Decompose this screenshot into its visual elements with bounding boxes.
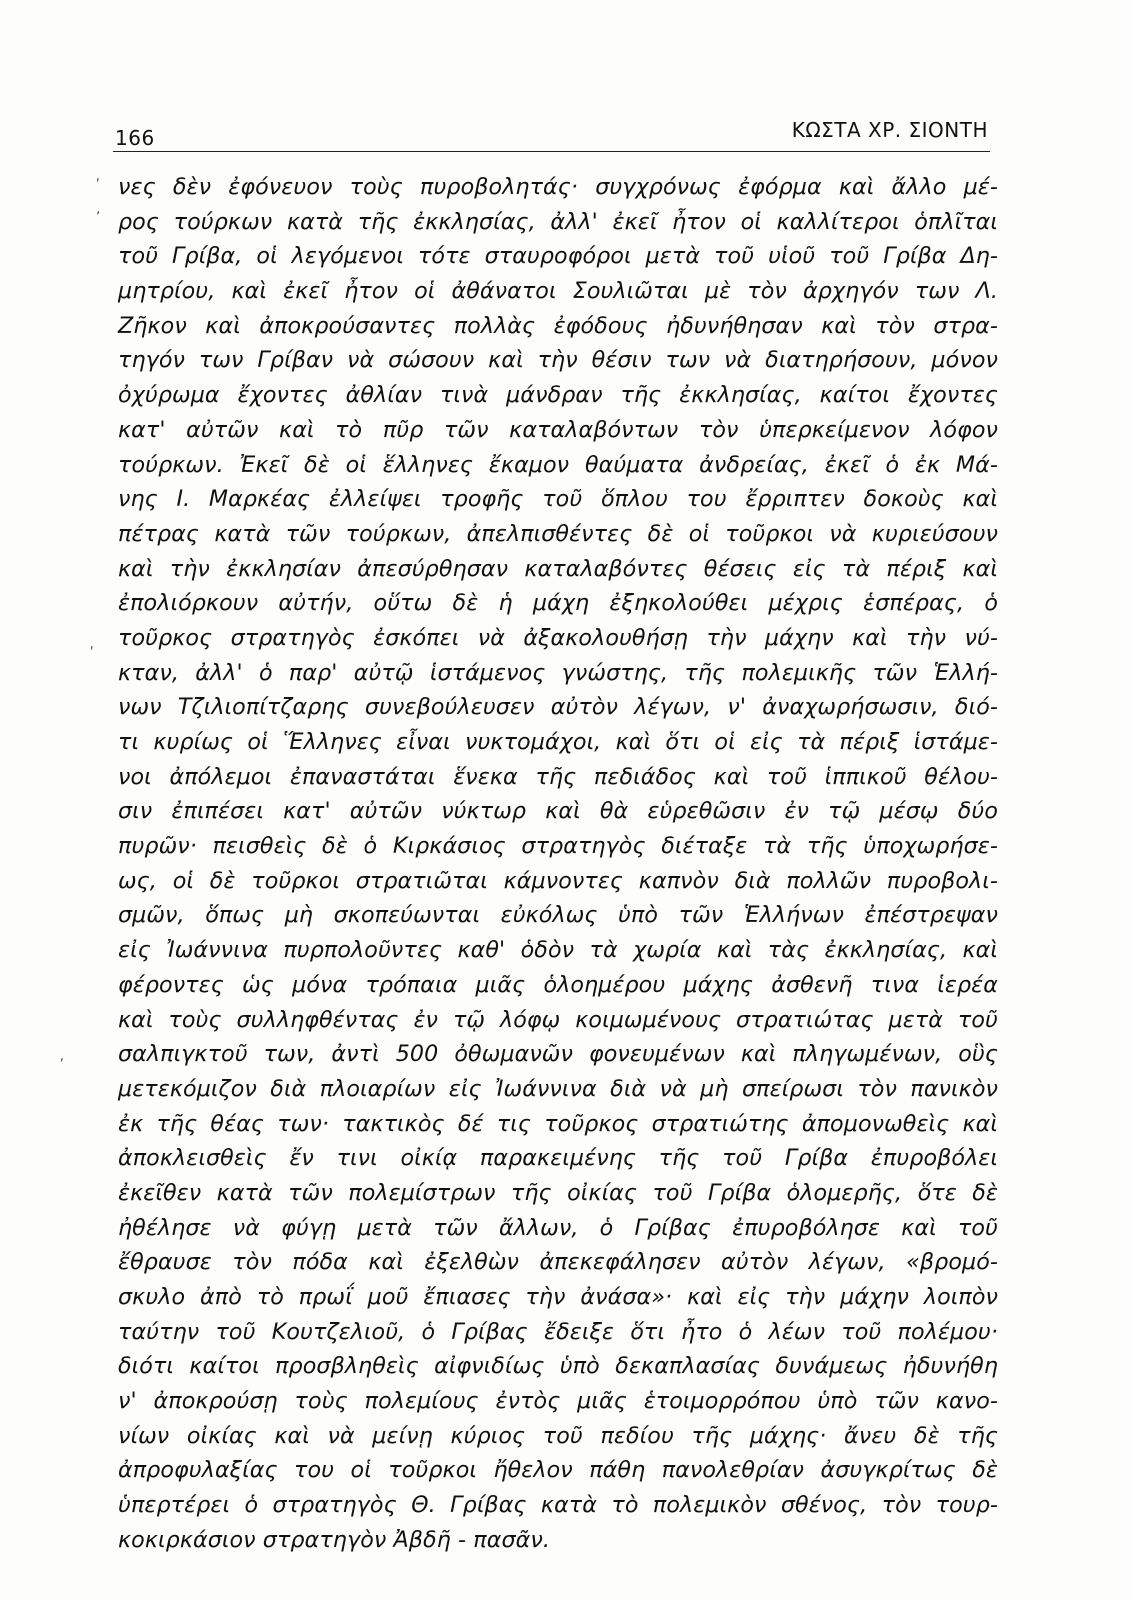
text-line: πυρῶν· πεισθεὶς δὲ ὁ Κιρκάσιος στρατηγὸς διέταξε τὰ τῆς ὑποχωρήσε- <box>118 833 998 860</box>
text-line: μετεκόμιζον διὰ πλοιαρίων εἰς Ἰωάννινα διὰ νὰ μὴ σπείρωσι τὸν πανικὸν <box>118 1075 998 1102</box>
text-line: ἔθραυσε τὸν πόδα καὶ ἐξελθὼν ἀπεκεφάλησεν αὐτὸν λέγων, «βρομό- <box>118 1249 998 1276</box>
text-line: ἀποκλεισθεὶς ἔν τινι οἰκίᾳ παρακειμένης τῆς τοῦ Γρίβα ἐπυροβόλει <box>118 1145 998 1172</box>
text-line: νες δὲν ἐφόνευον τοὺς πυροβολητάς· συγχρόνως ἐφόρμα καὶ ἄλλο μέ- <box>118 174 998 200</box>
text-line: ὀχύρωμα ἔχοντες ἀθλίαν τινὰ μάνδραν τῆς ἐκκλησίας, καίτοι ἔχοντες <box>118 382 998 409</box>
text-line: Ζῆκον καὶ ἀποκρούσαντες πολλὰς ἐφόδους ἠδυνήθησαν καὶ τὸν στρα- <box>118 312 998 339</box>
text-line: ἠθέλησε νὰ φύγῃ μετὰ τῶν ἄλλων, ὁ Γρίβας ἐπυροβόλησε καὶ τοῦ <box>118 1214 998 1241</box>
text-line: πέτρας κατὰ τῶν τούρκων, ἀπελπισθέντες δὲ οἱ τοῦρκοι νὰ κυριεύσουν <box>118 520 998 547</box>
text-line: τι κυρίως οἱ Ἕλληνες εἶναι νυκτομάχοι, καὶ ὅτι οἱ εἰς τὰ πέριξ ἱστάμε- <box>118 729 998 755</box>
text-line: ρος τούρκων κατὰ τῆς ἐκκλησίας, ἀλλ' ἐκεῖ ἦτον οἱ καλλίτεροι ὁπλῖται <box>118 208 998 235</box>
header-rule <box>113 151 990 152</box>
text-line: ως, οἱ δὲ τοῦρκοι στρατιῶται κάμνοντες καπνὸν διὰ πολλῶν πυροβολι- <box>118 867 998 894</box>
text-line: σκυλο ἀπὸ τὸ πρωΐ μοῦ ἔπιασες τὴν ἀνάσα»· καὶ εἰς τὴν μάχην λοιπὸν <box>118 1284 998 1310</box>
running-title: ΚΩΣΤΑ ΧΡ. ΣΙΟΝΤΗ <box>791 118 988 142</box>
text-line: ταύτην τοῦ Κουτζελιοῦ, ὁ Γρίβας ἔδειξε ὅτι ἦτο ὁ λέων τοῦ πολέμου· <box>118 1318 998 1345</box>
text-line: νοι ἀπόλεμοι ἐπαναστάται ἕνεκα τῆς πεδιάδος καὶ τοῦ ἱππικοῦ θέλου- <box>118 763 998 790</box>
text-line: νης Ι. Μαρκέας ἐλλείψει τροφῆς τοῦ ὅπλου του ἔρριπτεν δοκοὺς καὶ <box>118 486 998 513</box>
text-line: καὶ τοὺς συλληφθέντας ἐν τῷ λόφῳ κοιμωμένους στρατιώτας μετὰ τοῦ <box>118 1006 998 1033</box>
text-line: κοκιρκάσιον στρατηγὸν Ἀβδῆ - πασᾶν. <box>118 1526 551 1553</box>
text-line: διότι καίτοι προσβληθεὶς αἰφνιδίως ὑπὸ δεκαπλασίας δυνάμεως ἠδυνήθη <box>118 1353 998 1380</box>
text-line: ἐκ τῆς θέας των· τακτικὸς δέ τις τοῦρκος στρατιώτης ἀπομονωθεὶς καὶ <box>118 1110 998 1137</box>
text-line: νων Τζιλιοπίτζαρης συνεβούλευσεν αὐτὸν λέγων, ν' ἀναχωρήσωσιν, διό- <box>118 694 998 721</box>
text-line: νίων οἰκίας καὶ νὰ μείνῃ κύριος τοῦ πεδίου τῆς μάχης· ἄνευ δὲ τῆς <box>118 1422 998 1449</box>
text-line: τούρκων. Ἐκεῖ δὲ οἱ ἕλληνες ἔκαμον θαύματα ἀνδρείας, ἐκεῖ ὁ ἐκ Μά- <box>118 451 998 478</box>
text-line: τοῦρκος στρατηγὸς ἐσκόπει νὰ ἀξακολουθήσῃ τὴν μάχην καὶ τὴν νύ- <box>118 624 998 651</box>
margin-speck: ʹ <box>60 1058 64 1073</box>
text-line: σαλπιγκτοῦ των, ἀντὶ 500 ὀθωμανῶν φονευμένων καὶ πληγωμένων, οὓς <box>118 1041 998 1068</box>
text-line: ἀπροφυλαξίας του οἱ τοῦρκοι ἤθελον πάθη πανολεθρίαν ἀσυγκρίτως δὲ <box>118 1457 998 1484</box>
margin-speck: ʼ <box>96 210 101 225</box>
body-text <box>118 170 998 1558</box>
text-line: εἰς Ἰωάννινα πυρπολοῦντες καθ' ὁδὸν τὰ χωρία καὶ τὰς ἐκκλησίας, καὶ <box>118 937 998 964</box>
running-head <box>113 118 990 148</box>
margin-speck: ʹ <box>90 646 94 661</box>
text-line: κατ' αὐτῶν καὶ τὸ πῦρ τῶν καταλαβόντων τὸν ὑπερκείμενον λόφον <box>118 416 998 443</box>
text-line: σμῶν, ὅπως μὴ σκοπεύωνται εὐκόλως ὑπὸ τῶν Ἑλλήνων ἐπέστρεψαν <box>118 902 998 929</box>
text-line: κταν, ἀλλ' ὁ παρ' αὐτῷ ἱστάμενος γνώστης, τῆς πολεμικῆς τῶν Ἑλλή- <box>118 659 998 686</box>
margin-speck: ʹ <box>96 178 100 193</box>
text-line: ν' ἀποκρούσῃ τοὺς πολεμίους ἐντὸς μιᾶς ἑτοιμορρόπου ὑπὸ τῶν κανο- <box>118 1388 998 1415</box>
text-line: τοῦ Γρίβα, οἱ λεγόμενοι τότε σταυροφόροι μετὰ τοῦ υἱοῦ τοῦ Γρίβα Δη- <box>118 243 998 270</box>
text-line: ἐκεῖθεν κατὰ τῶν πολεμίστρων τῆς οἰκίας τοῦ Γρίβα ὁλομερῆς, ὅτε δὲ <box>118 1179 998 1206</box>
text-line: φέροντες ὡς μόνα τρόπαια μιᾶς ὁλοημέρου μάχης ἀσθενῆ τινα ἱερέα <box>118 971 998 998</box>
text-line: μητρίου, καὶ ἐκεῖ ἦτον οἱ ἀθάνατοι Σουλιῶται μὲ τὸν ἀρχηγόν των Λ. <box>118 278 998 305</box>
text-line: σιν ἐπιπέσει κατ' αὐτῶν νύκτωρ καὶ θὰ εὑρεθῶσιν ἐν τῷ μέσῳ δύο <box>118 798 998 825</box>
text-line: τηγόν των Γρίβαν νὰ σώσουν καὶ τὴν θέσιν των νὰ διατηρήσουν, μόνον <box>118 347 998 374</box>
text-line: ἐπολιόρκουν αὐτήν, οὕτω δὲ ἡ μάχη ἐξηκολούθει μέχρις ἑσπέρας, ὁ <box>118 590 998 617</box>
page-number: 166 <box>115 126 155 150</box>
text-line: καὶ τὴν ἐκκλησίαν ἀπεσύρθησαν καταλαβόντες θέσεις εἰς τὰ πέριξ καὶ <box>118 555 998 582</box>
text-line: ὑπερτέρει ὁ στρατηγὸς Θ. Γρίβας κατὰ τὸ πολεμικὸν σθένος, τὸν τουρ- <box>118 1492 998 1519</box>
